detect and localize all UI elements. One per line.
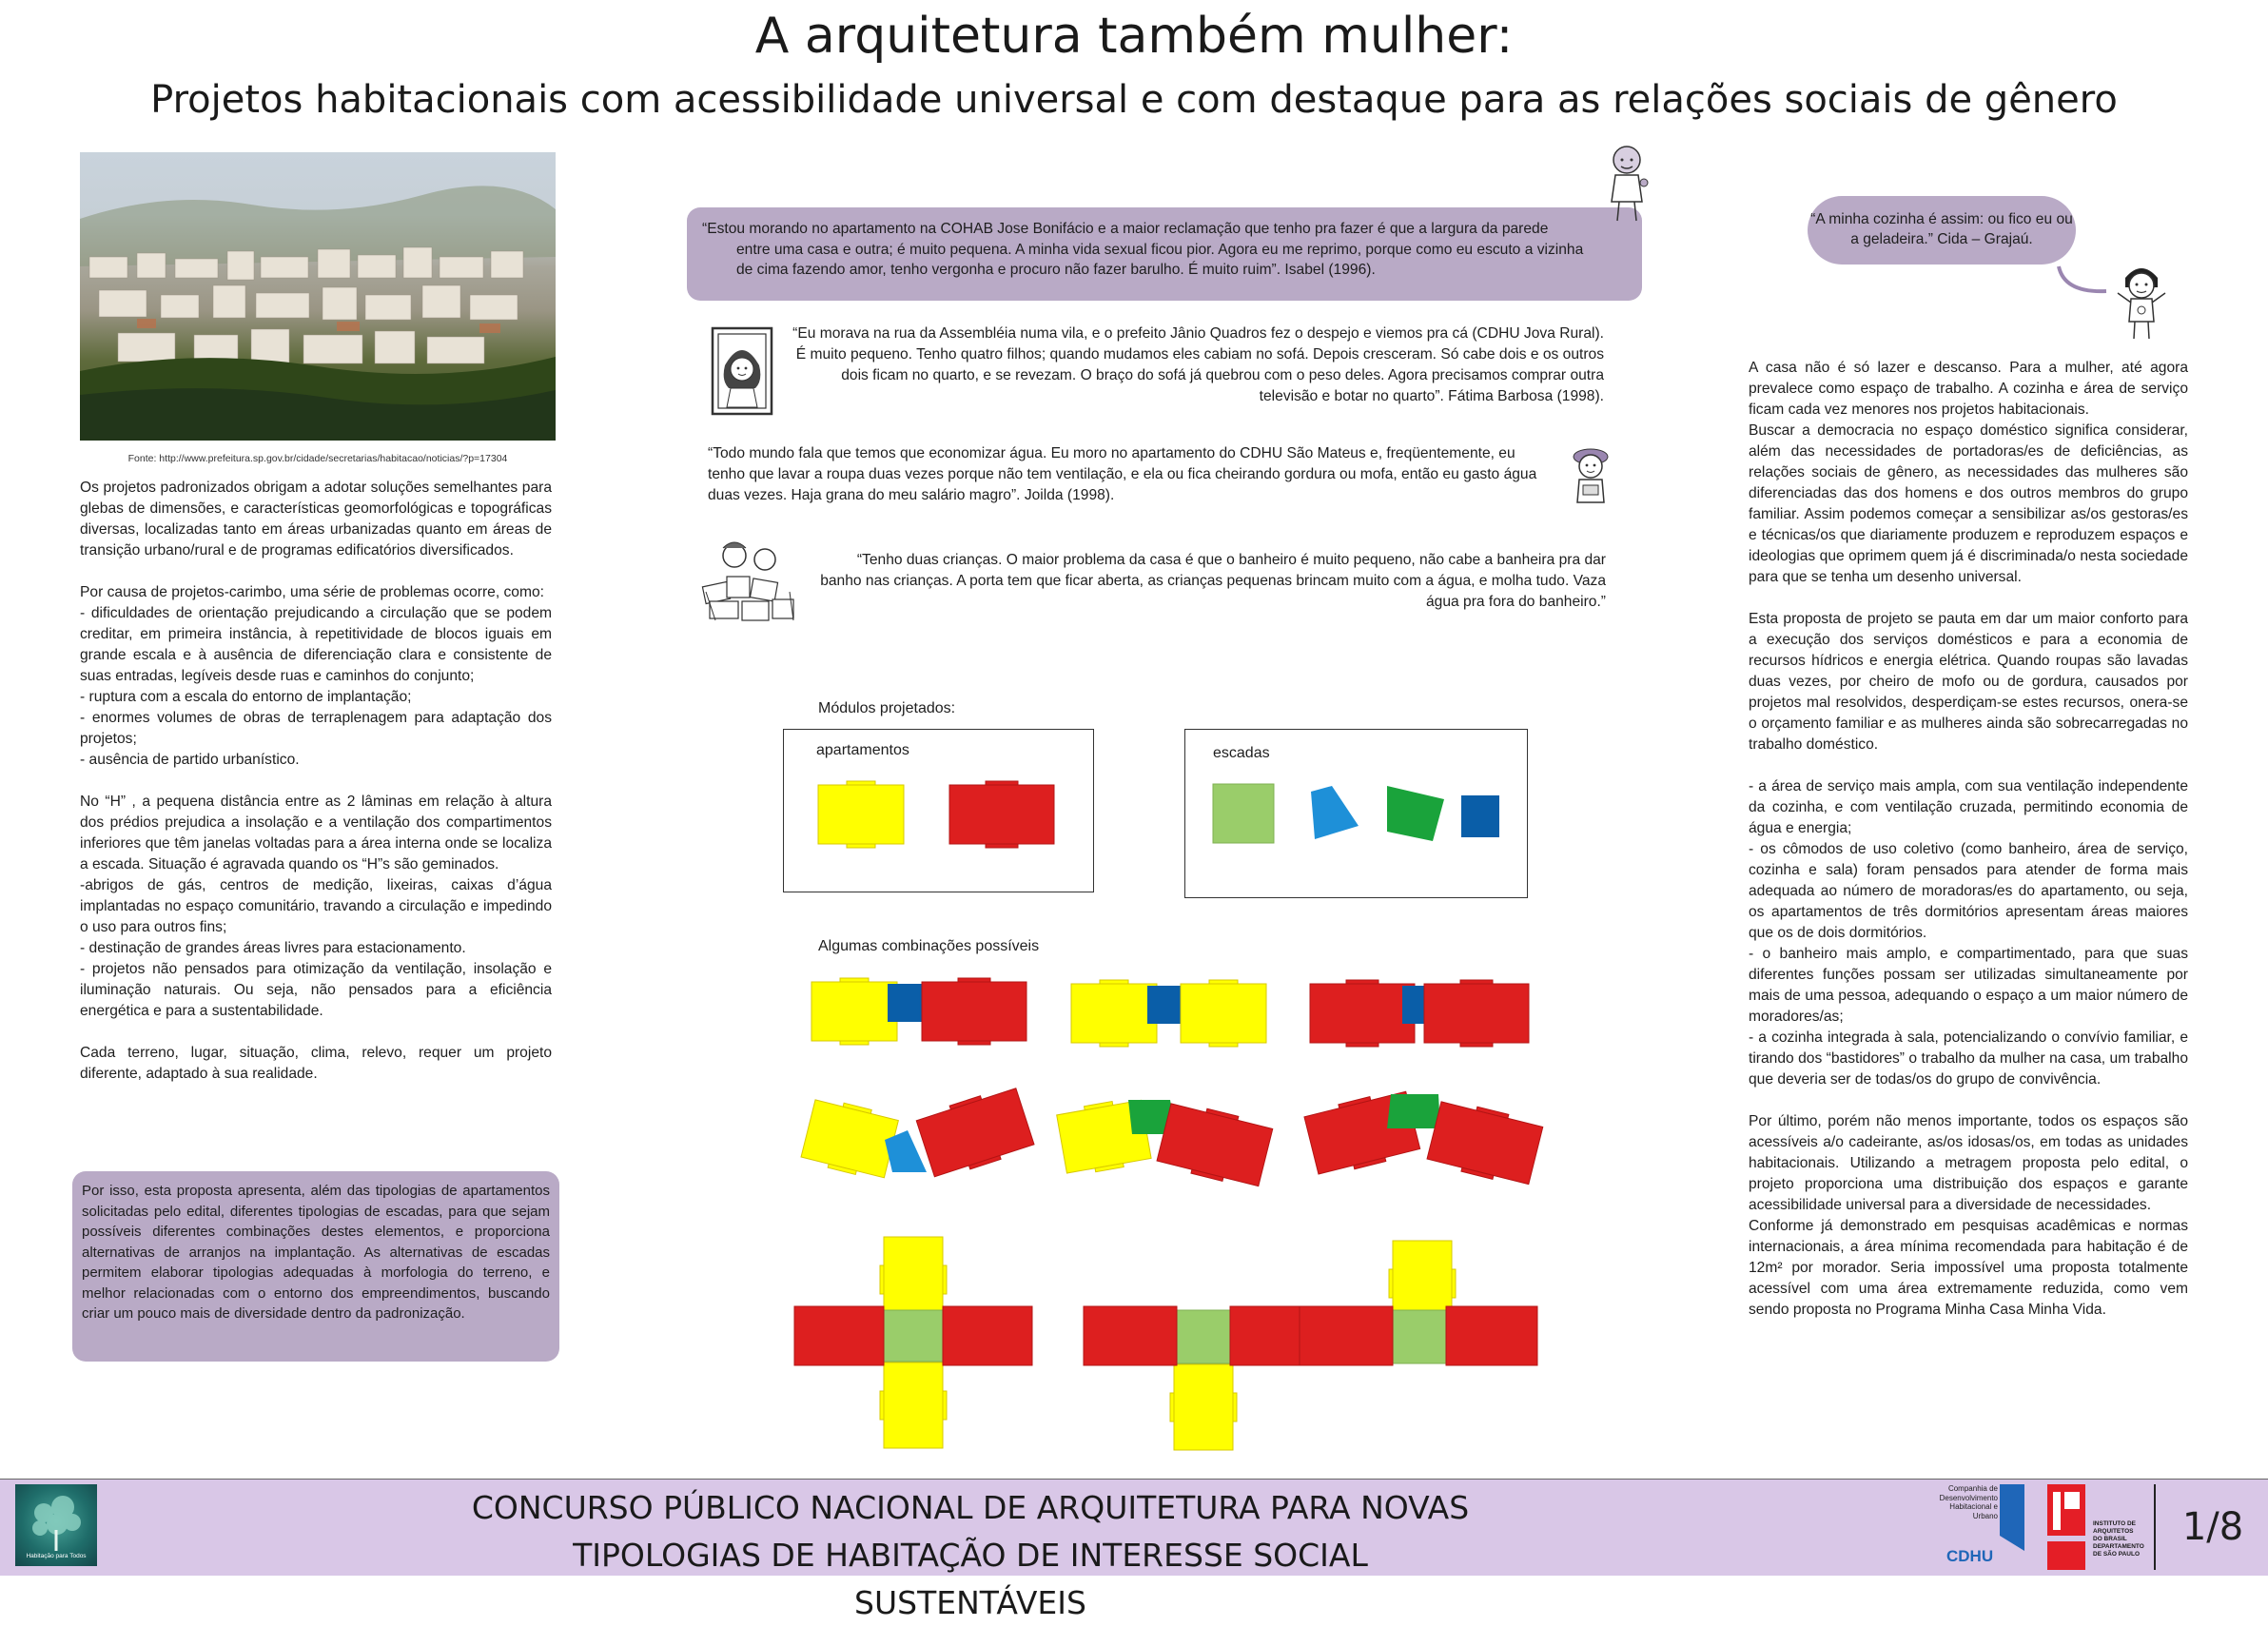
apartments-label: apartamentos [816, 742, 909, 758]
combo-row-2 [800, 1085, 1544, 1190]
right-paragraph-1: A casa não é só lazer e descanso. Para a mulher, até agora prevalece como espaço de trabalho. A cozinha e área de serviço ficam cada vez menores nos projetos habitacionais. Buscar a democracia no espaço doméstico significa considerar, além das necessidades de portadoras/es de deficiências, as relações sociais de gênero, as necessidades das mulheres são diferenciadas das dos homens e dos outros membros do grupo familiar. Assim podemos começar a sensibilizar as/os gestoras/es e técnicas/os que diariamente produzem e reproduzem espaços e ideologias que oprimem quem já é discriminada/o nesta sociedade para que se tenha um desenho universal. [1749, 360, 2188, 585]
cdhu-caption: Companhia de Desenvolvimento Habitacional e Urbano [1939, 1484, 1998, 1520]
left-paragraph-1: Os projetos padronizados obrigam a adotar soluções semelhantes para glebas de dimensões, e características geomorfológicas e topográficas diversas, localizadas tanto em áreas urbanizadas quanto em áreas de transição urbano/rural e de programas edificatórios diversificados. [80, 480, 552, 559]
footer-title [457, 1484, 1484, 1627]
girl-with-flowers-icon [1598, 139, 1655, 225]
left-paragraph-3: No “H” , a pequena distância entre as 2 lâminas em relação à altura dos prédios prejudica a insolação e a ventilação dos compartimentos inferiores que têm janelas voltadas para a área interna onde se localiza a escada. Situação é agravada quando os “H”s são geminados. -abrigos de gás, centros de medição, lixeiras, caixas d’água implantadas no espaço comunitário, travando a circulação e impedindo o uso para outros fins; - destinação de grandes áreas livres para estacionamento. - projetos não pensados para otimização da ventilação, insolação e iluminação naturais. Ou seja, não pensados para a eficiência energética e para a sustentabilidade. [80, 794, 552, 1019]
page-subtitle: Projetos habitacionais com acessibilidade universal e com destaque para as relações sociais de gênero [150, 78, 2118, 122]
quote-isabel [687, 207, 1642, 301]
framed-portrait-icon [710, 325, 774, 417]
combinations-heading: Algumas combinações possíveis [818, 938, 1040, 954]
quote-joilda: “Todo mundo fala que temos que economizar água. Eu moro no apartamento do CDHU São Mateus e, freqüentemente, eu tenho que lavar a roupa duas vezes porque não tem ventilação, e ela ou fica cheirando gordura ou mofa, então eu gasto água duas vezes. Haja grana do meu salário magro”. Joilda (1998). [708, 445, 1537, 503]
right-paragraph-3: - a área de serviço mais ampla, com sua ventilação independente da cozinha, e com ventilação cruzada, permitindo economia de água e energia; - os cômodos de uso coletivo (como banheiro, área de serviço, cozinha e sala) foram pensados para atender de forma mais adequada ao número de moradoras/es do apartamento, ou seja, os apartamentos de três dormitórios apresentam áreas maiores que os de dois dormitórios. - o banheiro mais amplo, e compartimentado, para que suas diferentes funções possam ser utilizadas simultaneamente por mais de uma pessoa, adequando o espaço a um maior número de moradores/as; - a cozinha integrada à sala, potencializando o convívio familiar, e tirando dos “bastidores” o trabalho da mulher na casa, um trabalho que deveria ser de todas/os do grupo de convivência. [1749, 778, 2188, 1088]
quote-fatima: “Eu morava na rua da Assembléia numa vila, e o prefeito Jânio Quadros fez o despejo e viemos pra cá (CDHU Jova Rural). É muito pequeno. Tenho quatro filhos; quando mudamos eles cabiam no sofá. Depois cresceram. Só cabe dois e os outros dois ficam no quarto, e se revezam. O braço do sofá já quebrou com o peso deles. Agora precisamos comprar outra televisão e botar no quarto”. Fátima Barbosa (1998). [792, 325, 1604, 404]
quote-isabel-line-1: “Estou morando no apartamento na COHAB Jose Bonifácio e a maior reclamação que tenho pra fazer é que a largura da parede [702, 221, 1549, 237]
page-number: 1/8 [2154, 1484, 2268, 1570]
children-with-stacked-boxes-icon [698, 535, 803, 626]
habitacao-para-todos-logo [15, 1484, 97, 1566]
cdhu-wordmark: CDHU [1946, 1547, 1994, 1565]
right-column-text [1749, 358, 2188, 1342]
quote-two-children: “Tenho duas crianças. O maior problema da casa é que o banheiro é muito pequeno, não cabe a banheira pra dar banho nas crianças. A porta tem que ficar aberta, as crianças pequenas brincam muito com a água, e molha tudo. Vaza água pra fora do banheiro.” [820, 552, 1606, 610]
combo-row-1 [811, 978, 1529, 1047]
left-paragraph-4: Cada terreno, lugar, situação, clima, relevo, requer um projeto diferente, adaptado à sua realidade. [80, 1045, 552, 1082]
quote-isabel-line-3: de cima fazendo amor, tenho vergonha e procuro não fazer barulho. É muito ruim”. Isabel (1996). [736, 262, 1376, 278]
quote-cida-bubble: “A minha cozinha é assim: ou fico eu ou a geladeira.” Cida – Grajaú. [1808, 196, 2076, 265]
right-paragraph-4: Por último, porém não menos importante, todos os espaços são acessíveis a/o cadeirante, as/os idosas/os, em todas as unidades habitacionais. Utilizando a metragem proposta pelo edital, o projeto proporciona uma distribuição dos espaços e garante acessibilidade universal para a diversidade de necessidades. Conforme já demonstrado em pesquisas acadêmicas e normas internacionais, a área mínima recomendada para habitação é de 12m² por morador. Seria impossível uma proposta totalmente acessível com uma área extremamente reduzida, como vem sendo proposta no Programa Minha Casa Minha Vida. [1749, 1113, 2188, 1318]
footer-title-line-1: CONCURSO PÚBLICO NACIONAL DE ARQUITETURA PARA NOVAS [471, 1489, 1470, 1526]
combo-row-3 [794, 1237, 1537, 1450]
cdhu-logo [1929, 1484, 2034, 1570]
page-title: A arquitetura também mulher: [754, 8, 1514, 65]
left-paragraph-2: Por causa de projetos-carimbo, uma série de problemas ocorre, como: - dificuldades de orientação prejudicando a circulação que se podem creditar, em primeira instância, à repetitividade de blocos iguais em grande escala e à ausência de diferenciação clara e consistente de suas entradas, legíveis desde ruas e caminhos do conjunto; - ruptura com a escala do entorno de implantação; - enormes volumes de obras de terraplenagem para adaptação dos projetos; - ausência de partido urbanístico. [80, 584, 552, 768]
right-paragraph-2: Esta proposta de projeto se pauta em dar um maior conforto para a execução dos serviços domésticos e para a economia de recursos hídricos e energia elétrica. Quando roupas são lavadas duas vezes, por cheiro de mofo ou de gordura, causados por projetos mal resolvidos, desperdiçam-se estes recursos, onera-se o orçamento familiar e as mulheres ainda são sobrecarregadas no trabalho doméstico. [1749, 611, 2188, 753]
speech-tail [2055, 263, 2112, 301]
iab-caption: INSTITUTO DE ARQUITETOS DO BRASIL DEPARTAMENTO DE SÃO PAULO [2093, 1520, 2144, 1558]
aerial-photo [80, 152, 556, 441]
footer-title-line-2: TIPOLOGIAS DE HABITAÇÃO DE INTERESSE SOCIAL SUSTENTÁVEIS [573, 1537, 1368, 1621]
left-column-text [80, 478, 552, 1106]
quote-isabel-line-2: entre uma casa e outra; é muito pequena. A minha vida sexual ficou pior. Agora eu me reprimo, porque como eu escuto a vizinha [736, 241, 1584, 258]
proposal-highlight-box: Por isso, esta proposta apresenta, além das tipologias de apartamentos solicitadas pelo edital, diferentes tipologias de escadas, para que sejam possíveis diferentes combinações destes elementos, e proporciona alternativas de arranjos na implantação. As alternativas de escadas permitem elaborar tipologias adequadas à morfologia do terreno, e melhor relacionadas com o entorno dos empreendimentos, buscando criar um pouco mais de diversidade dentro da padronização. [72, 1171, 559, 1362]
girl-with-beret-icon [1564, 443, 1617, 512]
modules-heading: Módulos projetados: [818, 700, 956, 716]
logo-text: Habitação para Todos [26, 1553, 87, 1559]
stairs-label: escadas [1213, 745, 1270, 761]
girl-waving-icon [2112, 259, 2171, 341]
photo-caption: Fonte: http://www.prefeitura.sp.gov.br/cidade/secretarias/habitacao/noticias/?p=17304 [127, 453, 508, 464]
iab-logo [2045, 1484, 2144, 1570]
